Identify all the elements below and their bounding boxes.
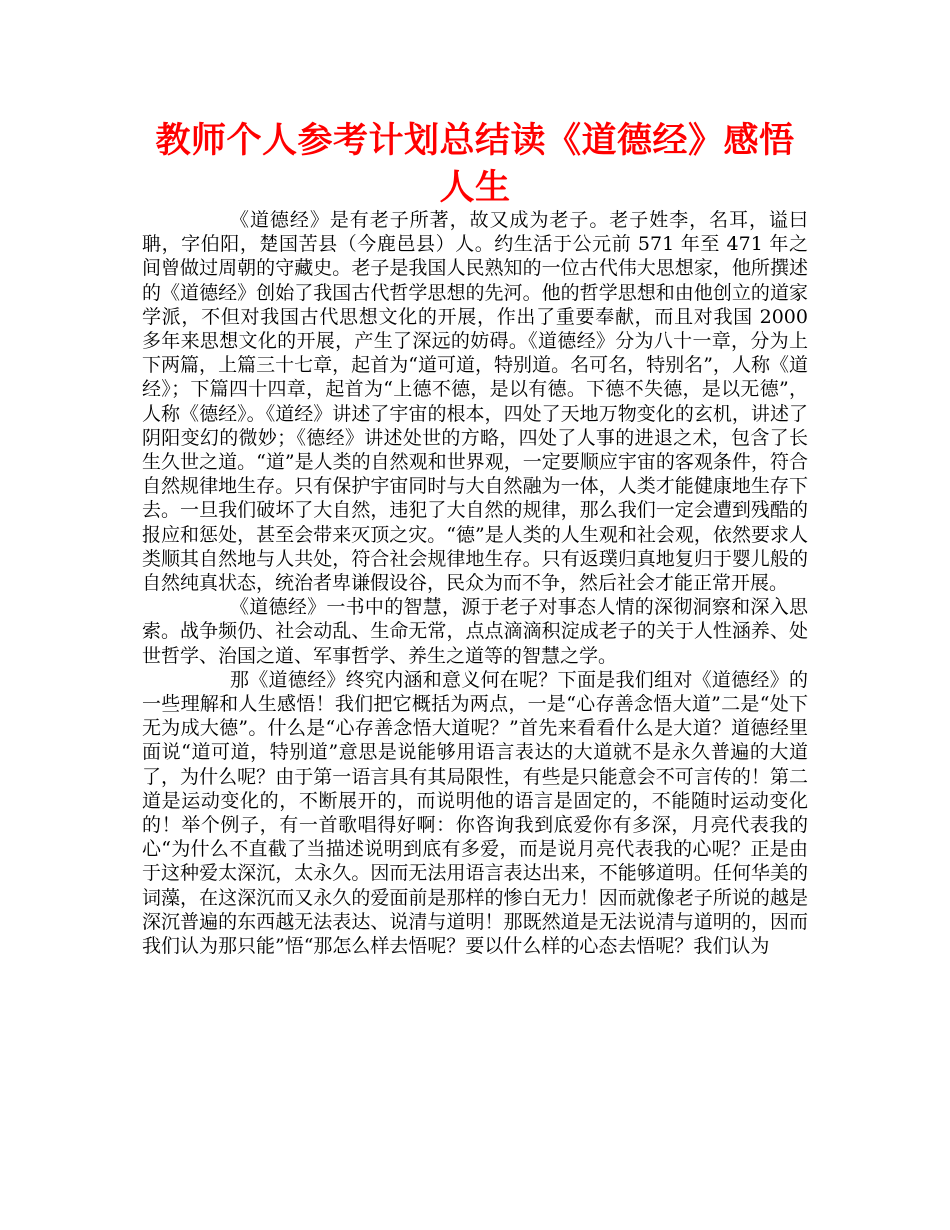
document-body	[142, 208, 808, 958]
document-title: 教师个人参考计划总结读《道德经》感悟人生	[155, 121, 795, 208]
paragraph-wisdom: 《道德经》一书中的智慧，源于老子对事态人情的深彻洞察和深入思索。战争频仍、社会动乱、生命无常，点点滴滴积淀成老子的关于人性涵养、处世哲学、治国之道、军事哲学、养生之道等的智慧之学。	[142, 596, 808, 667]
paragraph-reflection: 那《道德经》终究内涵和意义何在呢？下面是我们组对《道德经》的一些理解和人生感悟！我们把它概括为两点，一是“心存善念悟大道”二是“处下无为成大德”。什么是“心存善念悟大道呢？”首先来看看什么是大道？道德经里面说“道可道，特别道”意思是说能够用语言表达的大道就不是永久普遍的大道了，为什么呢？由于第一语言具有其局限性，有些是只能意会不可言传的！第二道是运动变化的，不断展开的，而说明他的语言是固定的，不能随时运动变化的！举个例子，有一首歌唱得好啊：你咨询我到底爱你有多深，月亮代表我的心“为什么不直截了当描述说明到底有多爱，而是说月亮代表我的心呢？正是由于这种爱太深沉，太永久。因而无法用语言表达出来，不能够道明。任何华美的词藻，在这深沉而又永久的爱面前是那样的惨白无力！因而就像老子所说的越是深沉普遍的东西越无法表达、说清与道明！那既然道是无法说清与道明的，因而我们认为那只能”悟“那怎么样去悟呢？要以什么样的心态去悟呢？我们认为	[142, 668, 808, 958]
paragraph-intro: 《道德经》是有老子所著，故又成为老子。老子姓李，名耳，谥曰聃，字伯阳，楚国苦县（今鹿邑县）人。约生活于公元前 571 年至 471 年之间曾做过周朝的守藏史。老子是我国人民熟知的一位古代伟大思想家，他所撰述的《道德经》创始了我国古代哲学思想的先河。他的哲学思想和由他创立的道家学派，不但对我国古代思想文化的开展，作出了重要奉献，而且对我国 2000 多年来思想文化的开展，产生了深远的妨碍。《道德经》分为八十一章，分为上下两篇，上篇三十七章，起首为“道可道，特别道。名可名，特别名”，人称《道经》；下篇四十四章，起首为“上德不德，是以有德。下德不失德，是以无德”， 人称《德经》。《道经》讲述了宇宙的根本，四处了天地万物变化的玄机，讲述了阴阳变幻的微妙；《德经》讲述处世的方略，四处了人事的进退之术，包含了长生久世之道。“道”是人类的自然观和世界观，一定要顺应宇宙的客观条件，符合自然规律地生存。只有保护宇宙同时与大自然融为一体，人类才能健康地生存下去。一旦我们破坏了大自然，违犯了大自然的规律，那么我们一定会遭到残酷的报应和惩处，甚至会带来灭顶之灾。“德”是人类的人生观和社会观，依然要求人类顺其自然地与人共处，符合社会规律地生存。只有返璞归真地复归于婴儿般的自然纯真状态，统治者卑谦假设谷，民众为而不争，然后社会才能正常开展。	[142, 209, 808, 595]
